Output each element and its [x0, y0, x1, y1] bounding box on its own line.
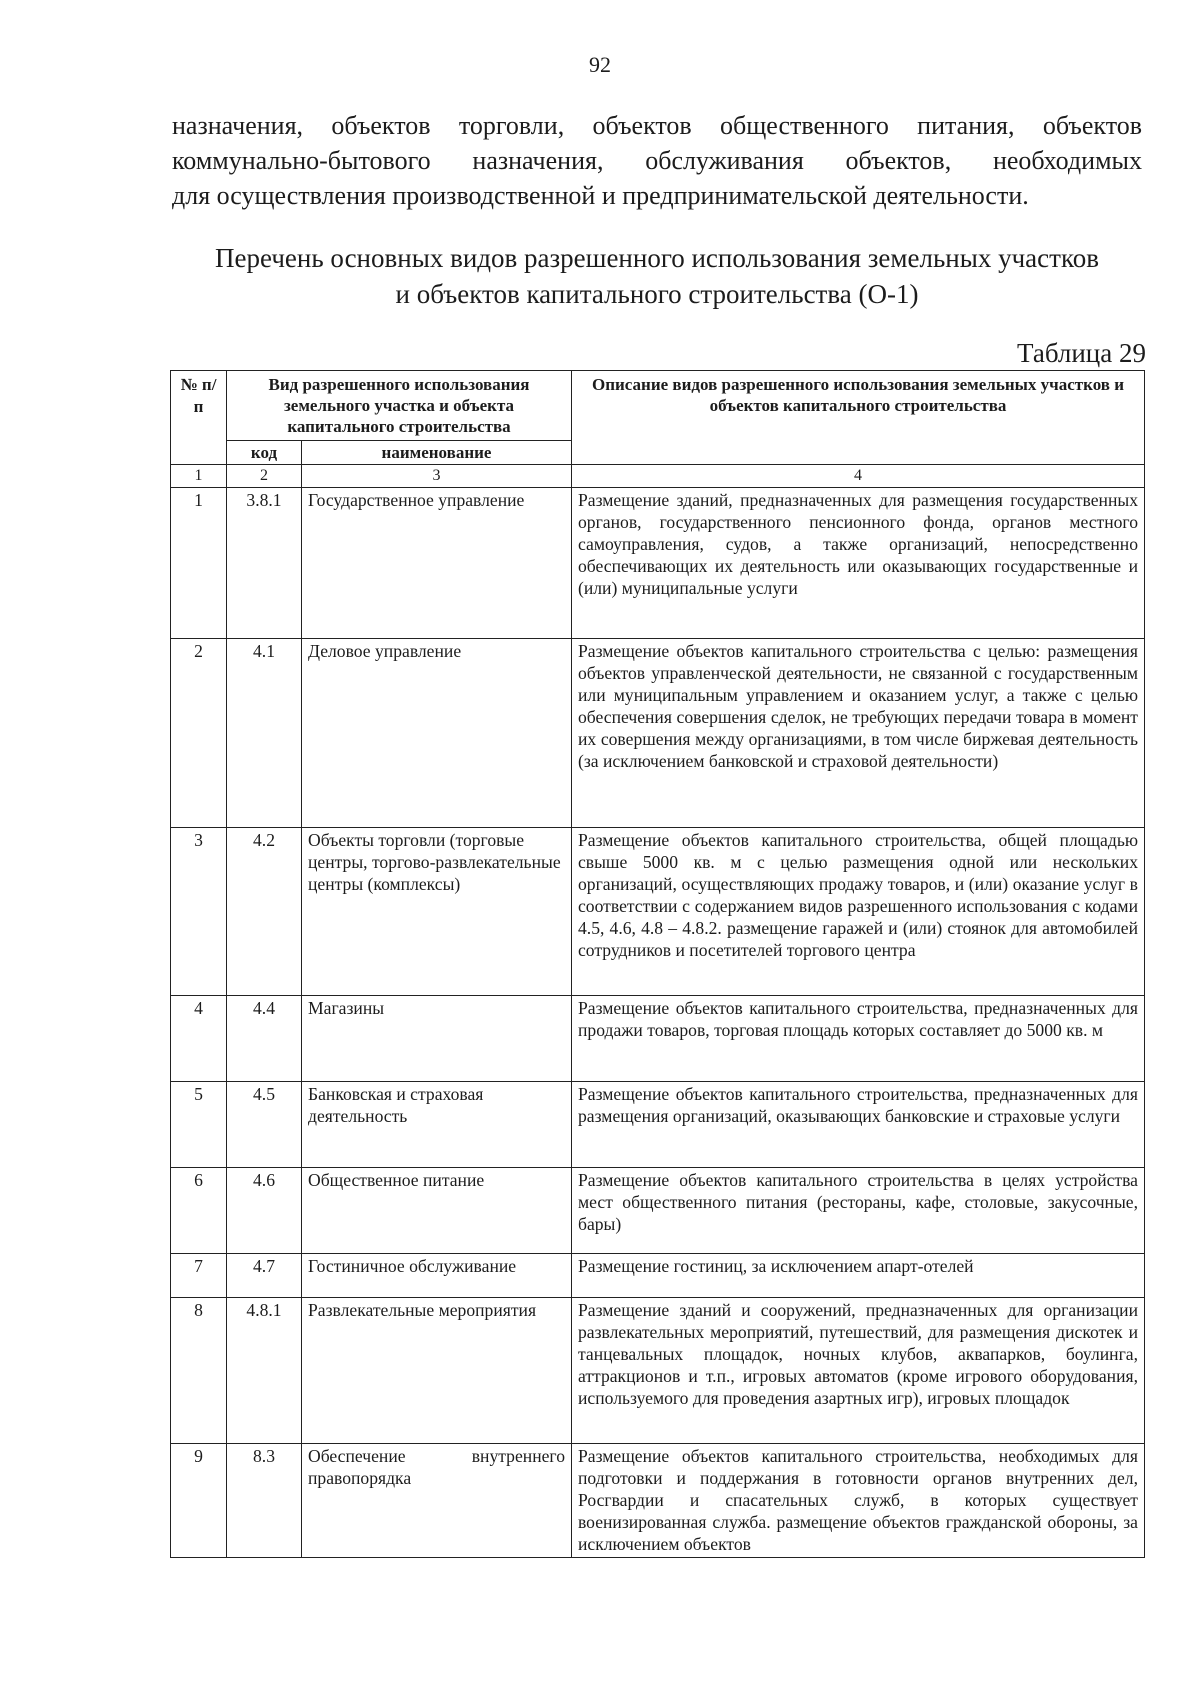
header-kind: Вид разрешенного использования земельного участка и объекта капитального строительства	[227, 371, 572, 441]
row-num: 8	[171, 1298, 227, 1444]
page-number: 92	[589, 52, 611, 77]
table-row	[171, 639, 1145, 828]
table-label: Таблица 29	[1017, 338, 1146, 368]
column-index: 1	[171, 465, 227, 488]
row-code: 4.2	[227, 828, 302, 996]
row-num: 4	[171, 996, 227, 1082]
row-num: 6	[171, 1168, 227, 1254]
row-code: 4.4	[227, 996, 302, 1082]
table-row	[171, 1444, 1145, 1558]
row-description: Размещение объектов капитального строительства, предназначенных для продажи товаров, торговая площадь которых составляет до 5000 кв. м	[572, 996, 1145, 1082]
row-description: Размещение объектов капитального строительства с целью: размещения объектов управленческой деятельности, не связанной с государственным или муниципальным управлением и оказанием услуг, а также с целью обеспечения совершения сделок, не требующих передачи товара в момент их совершения между организациями, в том числе биржевая деятельность (за исключением банковской и страховой деятельности)	[572, 639, 1145, 828]
row-name: Общественное питание	[302, 1168, 572, 1254]
row-num: 5	[171, 1082, 227, 1168]
row-name: Гостиничное обслуживание	[302, 1254, 572, 1298]
intro-line: для осуществления производственной и предпринимательской деятельности.	[172, 181, 1029, 210]
row-num: 2	[171, 639, 227, 828]
row-name: Банковская и страховая деятельность	[302, 1082, 572, 1168]
row-name: Обеспечение внутреннего правопорядка	[302, 1444, 572, 1558]
row-description: Размещение зданий, предназначенных для размещения государственных органов, государственного пенсионного фонда, органов местного самоуправления, судов, а также организаций, непосредственно обеспечивающих их деятельность или оказывающих государственные и (или) муниципальные услуги	[572, 488, 1145, 639]
table-row	[171, 488, 1145, 639]
table-row	[171, 828, 1145, 996]
row-code: 4.6	[227, 1168, 302, 1254]
column-index-row	[171, 465, 1145, 488]
header-code: код	[227, 441, 302, 465]
row-description: Размещение зданий и сооружений, предназначенных для организации развлекательных мероприятий, путешествий, для размещения дискотек и танцевальных площадок, ночных клубов, аквапарков, боулинга, аттракционов и т.п., игровых автоматов (кроме игрового оборудования, используемого для проведения азартных игр), игровых площадок	[572, 1298, 1145, 1444]
row-description: Размещение объектов капитального строительства в целях устройства мест общественного питания (рестораны, кафе, столовые, закусочные, бары)	[572, 1168, 1145, 1254]
row-code: 4.1	[227, 639, 302, 828]
column-index: 3	[302, 465, 572, 488]
table-row	[171, 996, 1145, 1082]
row-description: Размещение гостиниц, за исключением апарт-отелей	[572, 1254, 1145, 1298]
row-description: Размещение объектов капитального строительства, необходимых для подготовки и поддержания в готовности органов внутренних дел, Росгвардии и спасательных служб, в которых существует военизированная служба. размещение объектов гражданской обороны, за исключением объектов	[572, 1444, 1145, 1558]
heading-line: Перечень основных видов разрешенного использования земельных участков	[215, 243, 1099, 273]
intro-paragraph	[172, 108, 1142, 213]
row-code: 3.8.1	[227, 488, 302, 639]
row-num: 3	[171, 828, 227, 996]
table-row	[171, 1168, 1145, 1254]
row-name: Объекты торговли (торговые центры, торгово-развлекательные центры (комплексы)	[302, 828, 572, 996]
row-name: Развлекательные мероприятия	[302, 1298, 572, 1444]
table-row	[171, 1298, 1145, 1444]
row-num: 1	[171, 488, 227, 639]
row-code: 4.5	[227, 1082, 302, 1168]
row-name: Государственное управление	[302, 488, 572, 639]
intro-line: коммунально-бытового назначения, обслуживания объектов, необходимых	[172, 146, 1142, 175]
row-name: Деловое управление	[302, 639, 572, 828]
row-description: Размещение объектов капитального строительства, общей площадью свыше 5000 кв. м с целью размещения одной или нескольких организаций, осуществляющих продажу товаров, и (или) оказание услуг в соответствии с содержанием видов разрешенного использования с кодами 4.5, 4.6, 4.8 – 4.8.2. размещение гаражей и (или) стоянок для автомобилей сотрудников и посетителей торгового центра	[572, 828, 1145, 996]
heading-line: и объектов капитального строительства (О-1)	[395, 279, 919, 309]
section-heading	[172, 240, 1142, 312]
intro-line: назначения, объектов торговли, объектов общественного питания, объектов	[172, 111, 1142, 140]
column-index: 4	[572, 465, 1145, 488]
header-name: наименование	[302, 441, 572, 465]
row-code: 4.7	[227, 1254, 302, 1298]
row-description: Размещение объектов капитального строительства, предназначенных для размещения организаций, оказывающих банковские и страховые услуги	[572, 1082, 1145, 1168]
row-num: 7	[171, 1254, 227, 1298]
permitted-use-table	[170, 370, 1145, 1558]
row-num: 9	[171, 1444, 227, 1558]
table-row	[171, 1082, 1145, 1168]
header-description: Описание видов разрешенного использования земельных участков и объектов капитального строительства	[572, 371, 1145, 465]
row-code: 4.8.1	[227, 1298, 302, 1444]
column-index: 2	[227, 465, 302, 488]
row-name: Магазины	[302, 996, 572, 1082]
header-num: № п/п	[171, 371, 227, 465]
row-code: 8.3	[227, 1444, 302, 1558]
table-row	[171, 1254, 1145, 1298]
